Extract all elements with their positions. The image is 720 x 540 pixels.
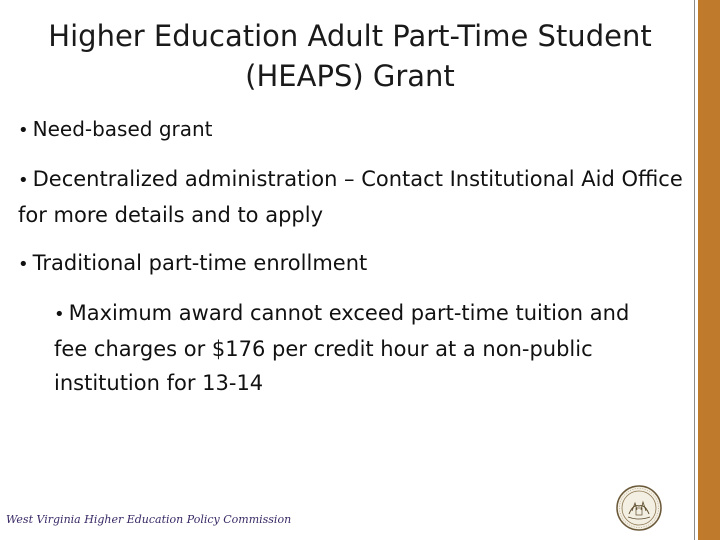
bullet-text: Need-based grant — [32, 117, 213, 141]
side-accent-stripe — [692, 0, 720, 540]
state-seal-icon — [615, 484, 663, 532]
bullet-dot-icon: • — [18, 120, 29, 141]
bullet-dot-icon: • — [18, 170, 29, 191]
slide-title-line-2: (HEAPS) Grant — [245, 59, 455, 93]
slide-title-line-1: Higher Education Adult Part-Time Student — [48, 19, 652, 53]
bullet-traditional-enrollment — [18, 246, 678, 282]
bullet-text: Traditional part-time enrollment — [32, 251, 368, 275]
footer-organization: West Virginia Higher Education Policy Commission — [6, 513, 292, 526]
bullet-need-based — [18, 112, 678, 148]
slide-title — [30, 16, 670, 96]
bullet-dot-icon: • — [18, 254, 29, 275]
sub-bullet-maximum-award — [54, 296, 654, 400]
bullet-text: Maximum award cannot exceed part-time tuition and fee charges or $176 per credit hour at a non-public institution for 13-14 — [54, 301, 630, 395]
bullet-text: Decentralized administration – Contact Institutional Aid Office for more details and to apply — [18, 167, 683, 227]
bullet-decentralized-administration — [18, 162, 688, 232]
bullet-dot-icon: • — [54, 304, 65, 325]
